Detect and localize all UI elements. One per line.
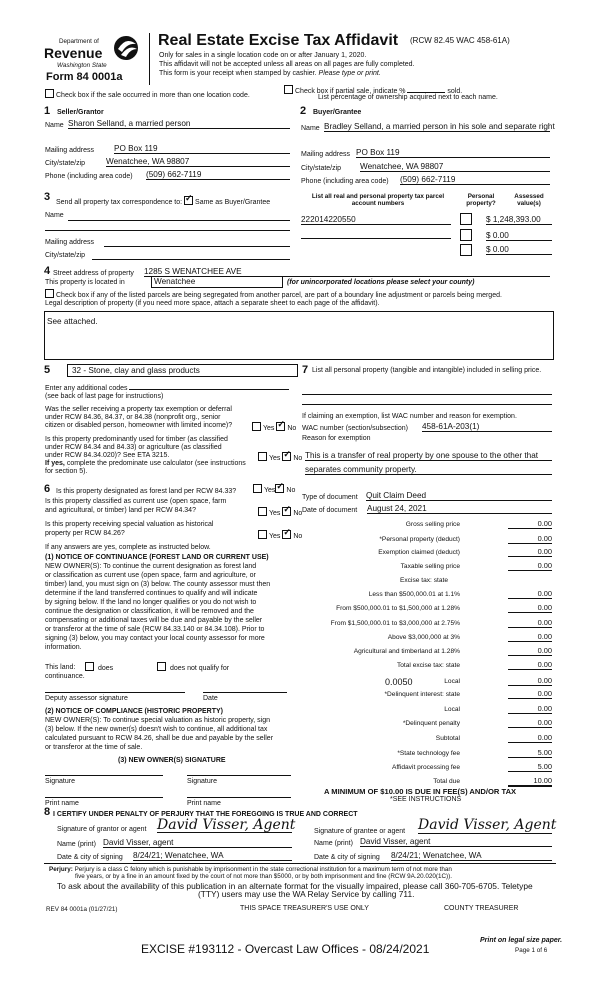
correspondence-city-label: City/state/zip [45,252,86,259]
section-7-number: 7 [302,364,309,376]
notice2-line-4: or transferor at the time of sale. [45,744,143,751]
this-land-label: This land: [45,664,76,671]
additional-codes-note: (see back of last page for instructions) [45,393,164,400]
continuance-label: continuance. [45,673,85,680]
current-use-yes-no: Yes ✓ No [258,507,302,518]
timber-q-3: under RCW 84.34.020)? See ETA 3215. [45,452,170,459]
current-use-q-1: Is this property classified as current use (open space, farm [45,498,227,505]
assessed-col-header: Assessed value(s) [514,193,544,208]
correspondence-name-label: Name [45,212,64,219]
personal-property-q: List all personal property (tangible and intangible) included in selling price. [312,367,542,374]
historical-no-checkbox[interactable] [282,530,291,539]
owner-signature-2-field[interactable] [187,775,291,776]
interest-local-label: Local [444,706,460,713]
total-due-value[interactable]: 10.00 [508,777,552,787]
perjury-line-2: five years, or by a fine in an amount fixed by the court of not more than $5000, or by both imprisonment and fine (RCW 9A.20.020(1C)). [75,873,452,880]
parcel-account-1[interactable]: 222014220550 [301,215,451,225]
deputy-date-label: Date [203,695,218,702]
doc-date-field[interactable]: August 24, 2021 [367,504,552,514]
grantor-sig-label: Signature of grantor or agent [57,826,147,833]
county-treasurer: COUNTY TREASURER [444,905,519,912]
interest-state-value[interactable]: 0.00 [508,690,552,699]
tier3-value[interactable]: 0.00 [508,619,552,628]
seller-city-label: City/state/zip [45,160,86,167]
total-state-value[interactable]: 0.00 [508,661,552,670]
certify-statement: I CERTIFY UNDER PENALTY OF PERJURY THAT THE FOREGOING IS TRUE AND CORRECT [53,811,358,818]
footer-divider [44,863,556,864]
notice1-line-9: signing (3) below, you may contact your local county assessor for more [45,635,265,642]
interest-state-label: *Delinquent interest: state [384,691,460,698]
tier3-label: From $1,500,000.01 to $3,000,000 at 2.75% [330,620,460,627]
owner-print-label-2: Print name [187,800,221,807]
timber-q-1: Is this property predominantly used for timber (as classified [45,436,228,443]
grantor-date-field[interactable]: 8/24/21; Wenatchee, WA [133,851,292,861]
legal-description-text: See attached. [47,317,98,326]
total-state-label: Total excise tax: state [396,662,460,669]
forest-q: Is this property designated as forest land per RCW 84.33? [56,488,237,495]
treasurer-use-only: THIS SPACE TREASURER'S USE ONLY [240,905,369,912]
notice1-line-2: or classification as current use (open space, farm and agriculture, or [45,572,256,579]
notice1-line-5: by signing below. If the land no longer qualifies or you do not wish to [45,599,257,606]
see-instructions: *SEE INSTRUCTIONS [390,796,462,803]
seller-mailing-field[interactable]: PO Box 119 [114,144,290,154]
timber-yes-checkbox[interactable] [258,452,267,461]
correspondence-name-field[interactable] [68,220,290,221]
grantor-date-label: Date & city of signing [57,854,123,861]
tier4-label: Above $3,000,000 at 3% [387,634,460,641]
deputy-date-field[interactable] [203,692,287,693]
does-qualify-checkbox[interactable] [85,662,94,671]
tech-fee-value[interactable]: 5.00 [508,749,552,758]
forest-yes-checkbox[interactable] [253,484,262,493]
buyer-mailing-label: Mailing address [301,151,351,158]
gross-value[interactable]: 0.00 [508,520,552,529]
correspondence-row: Send all property tax correspondence to: ✓ Same as Buyer/Grantee [56,196,270,207]
exemption-q-1: Was the seller receiving a property tax exemption or deferral [45,406,232,413]
seller-phone-field[interactable]: (509) 662-7119 [146,170,290,180]
current-use-q-2: and agricultural, or timber) land per RCW 84.34? [45,507,196,514]
processing-fee-value[interactable]: 5.00 [508,763,552,772]
correspondence-mailing-field[interactable] [104,246,290,247]
personal-col-header: Personal property? [466,193,496,208]
owner-signature-1-field[interactable] [45,775,163,776]
assessed-value-1[interactable]: $ 1,248,393.00 [486,215,552,225]
seller-name-label: Name [45,122,64,129]
notice2-line-3: calculated pursuant to RCW 84.26, shall be due and payable by the seller [45,735,274,742]
historical-yes-no: Yes ✓ No [258,530,302,541]
personal-property-checkbox-2[interactable] [460,229,472,241]
notice2-line-1: NEW OWNER(S): To continue special valuation as historic property, sign [45,717,270,724]
excise-stamp: EXCISE #193112 - Overcast Law Offices - 08/24/2021 [141,942,430,956]
notice1-line-6: continue the designation or classification, it will be removed and the [45,608,254,615]
parcel-account-2[interactable] [301,238,451,239]
buyer-phone-label: Phone (including area code) [301,178,389,185]
timber-note: If yes, complete the predominate use calculator (see instructions [45,460,246,467]
header-divider [149,33,150,85]
timber-note-2: for section 5). [45,468,88,475]
tier1-label: Less than $500,000.01 at 1.1% [368,591,460,598]
taxable-value[interactable]: 0.00 [508,562,552,571]
owner-sig-label-1: Signature [45,778,75,785]
grantee-date-field[interactable]: 8/24/21; Wenatchee, WA [391,851,552,861]
reason-field-1[interactable]: This is a transfer of real property by one spouse to the other that [305,451,552,461]
correspondence-mailing-label: Mailing address [45,239,95,246]
timber-yes-no: Yes ✓ No [258,452,302,463]
rev-code: REV 84 0001a (01/27/21) [46,906,118,913]
dept-state: Washington State [57,62,107,69]
historical-q-2: property per RCW 84.26? [45,530,125,537]
location-select[interactable]: Wenatchee [151,276,283,288]
exemption-deduct-value[interactable]: 0.00 [508,548,552,557]
personal-deduct-value[interactable]: 0.00 [508,535,552,544]
agri-value[interactable]: 0.00 [508,647,552,656]
partial-sale-note: List percentage of ownership acquired next to each name. [318,94,498,101]
exemption-no-checkbox[interactable] [276,422,285,431]
grantee-name-label: Name (print) [314,840,353,847]
grantee-date-label: Date & city of signing [314,854,380,861]
same-as-buyer-checkbox[interactable] [184,196,193,205]
unincorporated-note: (for unincorporated locations please select your county) [287,279,475,286]
buyer-phone-field[interactable]: (509) 662-7119 [400,175,550,185]
doc-type-field[interactable]: Quit Claim Deed [366,491,552,501]
total-due-label: Total due [433,778,460,785]
dept-name: Revenue [44,45,103,61]
excise-state-label: Excise tax: state [399,577,448,584]
section-6-number: 6 [44,483,51,495]
form-title: Real Estate Excise Tax Affidavit [158,32,399,49]
intro-line2: This affidavit will not be accepted unless all areas on all pages are fully completed. [159,61,415,68]
forest-no-checkbox[interactable] [275,484,284,493]
owner-print-label-1: Print name [45,800,79,807]
current-use-yes-checkbox[interactable] [258,507,267,516]
doc-type-label: Type of document [302,494,358,501]
accessibility-line-1: To ask about the availability of this publication in an alternate format for the visually impaired, please call 360-705-6705. Teletype [57,881,533,891]
owner-print-1-field[interactable] [45,797,163,798]
subtotal-value[interactable]: 0.00 [508,734,552,743]
correspondence-city-field[interactable] [92,259,290,260]
tier2-value[interactable]: 0.00 [508,604,552,613]
seller-name-field[interactable]: Sharon Selland, a married person [68,119,290,129]
notice1-line-1: NEW OWNER(S): To continue the current designation as forest land [45,563,257,570]
exemption-claim-label: If claiming an exemption, list WAC number and reason for exemption. [302,413,517,420]
exemption-q-3: citizen or disabled person, homeowner with limited income)? [45,422,233,429]
subtotal-label: Subtotal [435,735,460,742]
notice1-line-10: information. [45,644,82,651]
exemption-deduct-label: Exemption claimed (deduct) [378,549,460,556]
revenue-logo-icon [112,34,140,62]
personal-property-field-2[interactable] [302,404,552,405]
notice2-line-2: (3) below. If the new owner(s) doesn't wish to continue, all additional tax [45,726,268,733]
buyer-mailing-field[interactable]: PO Box 119 [356,148,550,158]
notice1-line-4: determine if the land transferred continues to qualify and will indicate [45,590,258,597]
personal-property-checkbox-3[interactable] [460,244,472,256]
agri-label: Agricultural and timberland at 1.28% [353,648,460,655]
tier4-value[interactable]: 0.00 [508,633,552,642]
does-row: does [85,662,113,673]
partial-sale-percent-input[interactable] [407,92,445,93]
intro-line1: Only for sales in a single location code on or after January 1, 2020. [159,52,367,59]
notice1-line-8: or transferor at the time of sale (RCW 84.33.140 or 84.34.108). Prior to [45,626,265,633]
tier1-value[interactable]: 0.00 [508,590,552,599]
tier2-label: From $500,000.01 to $1,500,000 at 1.28% [336,605,460,612]
buyer-city-label: City/state/zip [301,165,342,172]
local-label: Local [444,678,460,685]
doc-date-label: Date of document [302,507,358,514]
interest-local-value[interactable]: 0.00 [508,705,552,714]
taxable-label: Taxable selling price [400,563,460,570]
assessed-value-2[interactable]: $ 0.00 [486,231,552,241]
section-8-number: 8 [44,806,51,818]
local-value[interactable]: 0.00 [508,677,552,686]
seller-mailing-label: Mailing address [45,147,95,154]
section-2-number: 2 [300,105,307,117]
accessibility-line-2: (TTY) users may use the WA Relay Service by calling 711. [198,889,415,899]
deputy-sig-label: Deputy assessor signature [45,695,128,702]
section-5-number: 5 [44,364,51,376]
personal-property-checkbox-1[interactable] [460,213,472,225]
historical-yes-checkbox[interactable] [258,530,267,539]
notice2-title: (2) NOTICE OF COMPLIANCE (HISTORIC PROPERTY) [45,708,223,715]
timber-q-2: under RCW 84.34 and 84.33) or agriculture (as classified [45,444,222,451]
timber-no-checkbox[interactable] [282,452,291,461]
penalty-value[interactable]: 0.00 [508,719,552,728]
grantee-name-field[interactable]: David Visser, agent [360,837,552,847]
tech-fee-label: *State technology fee [397,750,460,757]
multi-location-checkbox[interactable] [45,89,54,98]
forest-yes-no: Yes✓ No [253,484,295,495]
minimum-note: A MINIMUM OF $10.00 IS DUE IN FEE(S) AND/OR TAX [324,787,517,796]
processing-fee-label: Affidavit processing fee [391,764,460,771]
partial-sale-checkbox[interactable] [284,85,293,94]
grantee-sig-label: Signature of grantee or agent [314,828,406,835]
deputy-signature-field[interactable] [45,692,185,693]
grantee-signature[interactable]: David Visser, Agent [418,817,557,833]
wac-field[interactable]: 458-61A-203(1) [422,422,552,432]
reason-field-2[interactable]: separates community property. [305,465,552,475]
historical-q-1: Is this property receiving special valuation as historical [45,521,214,528]
legal-description-box[interactable] [44,311,554,360]
section-4-number: 4 [44,265,51,277]
street-field[interactable]: 1285 S WENATCHEE AVE [144,267,550,277]
additional-codes-input[interactable] [129,389,289,390]
exemption-q-2: under RCW 84.36, 84.37, or 84.38 (nonprofit org., senior [45,414,221,421]
perjury-line-1: Perjury: Perjury is a class C felony which is punishable by imprisonment in the state correctional institution for a maximum term of not more than [49,866,452,873]
multi-location-row: Check box if the sale occurred in more than one location code. [45,89,250,100]
buyer-heading: Buyer/Grantee [313,109,362,116]
seller-city-field[interactable]: Wenatchee, WA 98807 [106,157,290,167]
page-number: Page 1 of 6 [515,947,548,954]
grantor-name-label: Name (print) [57,841,96,848]
intro-line3: This form is your receipt when stamped by cashier. Please type or print. [159,70,381,77]
street-label: Street address of property [53,270,134,277]
buyer-name-label: Name [301,125,320,132]
segregated-checkbox[interactable] [45,289,54,298]
grantor-signature[interactable]: David Visser, Agent [157,817,296,833]
current-use-no-checkbox[interactable] [282,507,291,516]
local-rate: 0.0050 [385,677,413,687]
owner-print-2-field[interactable] [187,797,291,798]
buyer-name-field[interactable]: Bradley Selland, a married person in his sole and separate right [324,122,555,131]
dept-line1: Department of [59,38,99,45]
section-3-number: 3 [44,191,51,203]
exemption-yes-no: Yes ✓ No [252,422,296,433]
section-1-number: 1 [44,105,51,117]
additional-codes-label: Enter any additional codes [45,385,289,393]
gross-label: Gross selling price [405,521,460,528]
new-owner-sig-title: (3) NEW OWNER(S) SIGNATURE [118,757,226,764]
personal-deduct-label: *Personal property (deduct) [379,536,460,543]
personal-property-field-1[interactable] [302,394,552,395]
legal-label: Legal description of property (if you need more space, attach a separate sheet to each page of the affidavit). [45,300,380,307]
notice1-line-7: compensating or additional taxes will be due and payable by the seller [45,617,263,624]
rcw-citation: (RCW 82.45 WAC 458-61A) [410,36,510,45]
seller-phone-label: Phone (including area code) [45,173,133,180]
buyer-city-field[interactable]: Wenatchee, WA 98807 [360,162,550,172]
if-any-yes: If any answers are yes, complete as instructed below. [45,544,211,551]
notice1-line-3: timber) land, you must sign on (3) below. The county assessor must then [45,581,271,588]
form-number: Form 84 0001a [46,71,123,83]
legal-paper-note: Print on legal size paper. [480,937,563,944]
segregated-row: Check box if any of the listed parcels are being segregated from another parcel, are part of a boundary line adjustment or parcels being merged. [45,289,502,300]
seller-heading: Seller/Grantor [57,109,104,116]
parcel-col-header: List all real and personal property tax parcel account numbers [311,193,445,208]
owner-sig-label-2: Signature [187,778,217,785]
assessed-value-3[interactable]: $ 0.00 [486,245,552,255]
located-label: This property is located in [45,279,125,286]
partial-sale-row: Check box if partial sale, indicate % sold. [284,85,462,96]
notice1-title: (1) NOTICE OF CONTINUANCE (FOREST LAND OR CURRENT USE) [45,554,269,561]
correspondence-extra-line[interactable] [45,230,290,231]
penalty-label: *Delinquent penalty [402,720,460,727]
wac-label: WAC number (section/subsection) [302,425,408,432]
reason-label: Reason for exemption [302,435,371,442]
grantor-name-field[interactable]: David Visser, agent [103,838,292,848]
does-not-qualify-checkbox[interactable] [157,662,166,671]
does-not-row: does not qualify for [157,662,229,673]
exemption-yes-checkbox[interactable] [252,422,261,431]
use-code-select[interactable]: 32 - Stone, clay and glass products [67,364,298,377]
